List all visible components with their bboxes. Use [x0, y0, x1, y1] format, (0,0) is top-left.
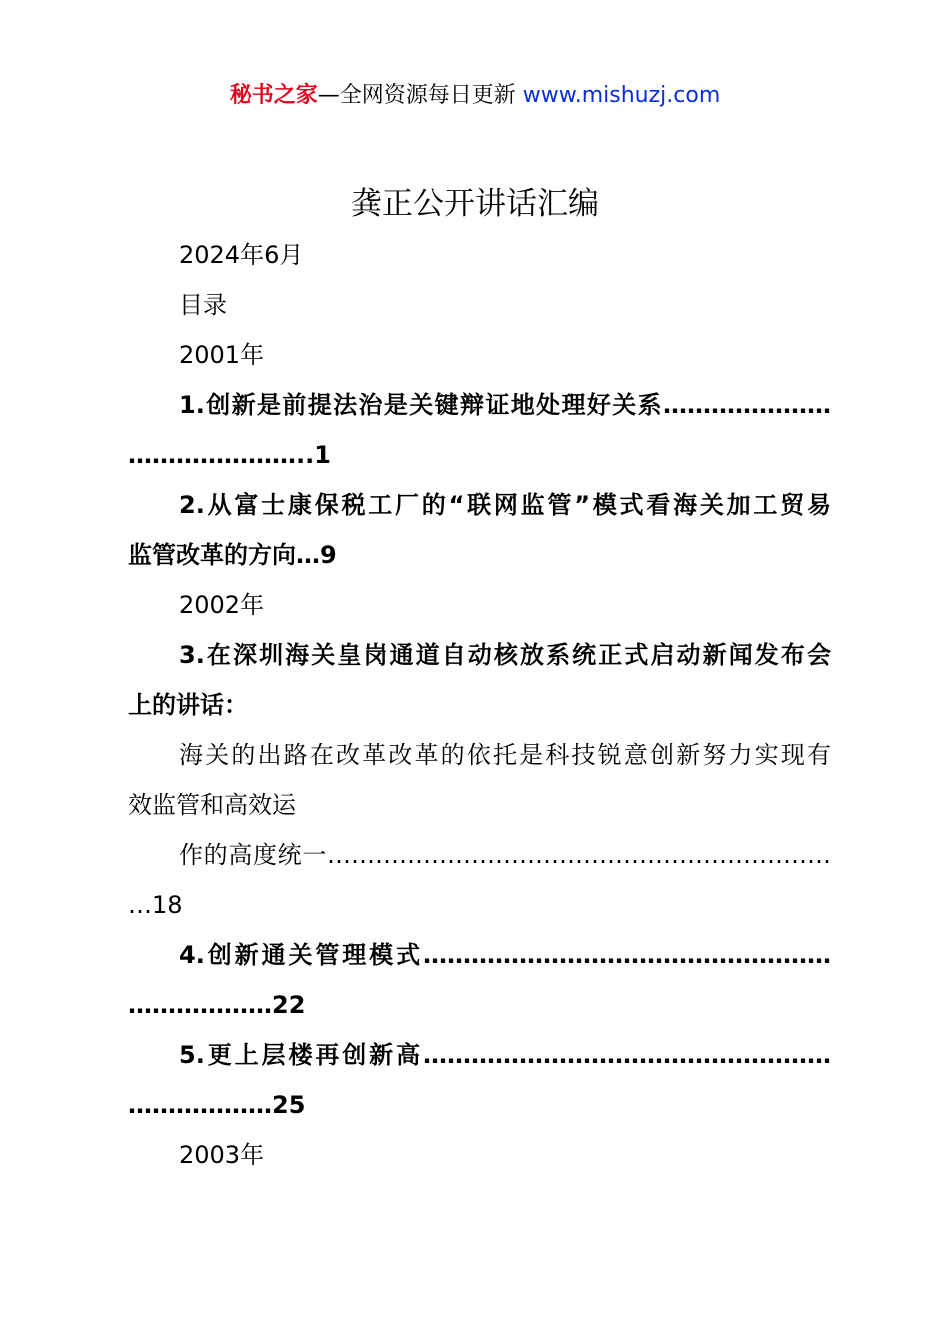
toc-entry-4-line-2[interactable]: ………………22: [128, 991, 306, 1019]
toc-entry-3-sub-line-3[interactable]: 作的高度统一………………………………………………………: [179, 841, 831, 869]
toc-heading: 目录: [179, 291, 227, 319]
document-date: 2024年6月: [179, 241, 304, 269]
toc-entry-1-line-1[interactable]: 1.创新是前提法治是关键辩证地处理好关系…………………: [179, 391, 831, 419]
toc-entry-3-sub-line-2[interactable]: 效监管和高效运: [128, 791, 296, 819]
toc-entry-5-line-1[interactable]: 5.更上层楼再创新高……………………………………………: [179, 1041, 831, 1069]
document-body: [128, 230, 831, 1180]
toc-entry-1-line-2[interactable]: …………………..1: [128, 441, 331, 469]
toc-entry-5-line-2[interactable]: ………………25: [128, 1091, 306, 1119]
brand-name: 秘书之家: [229, 83, 318, 108]
site-header: [0, 80, 950, 112]
toc-entry-3-sub-line-4[interactable]: …18: [128, 891, 183, 919]
toc-year-2001: 2001年: [179, 341, 265, 369]
toc-year-2003: 2003年: [179, 1141, 265, 1169]
toc-entry-2-line-1[interactable]: 2.从富士康保税工厂的“联网监管”模式看海关加工贸易: [179, 491, 831, 519]
toc-entry-3-sub-line-1[interactable]: 海关的出路在改革改革的依托是科技锐意创新努力实现有: [179, 741, 831, 769]
site-url-link[interactable]: www.mishuzj.com: [522, 83, 721, 108]
toc-entry-2-line-2[interactable]: 监管改革的方向…9: [128, 541, 337, 569]
document-title: 龚正公开讲话汇编: [351, 186, 599, 222]
toc-entry-3-line-1[interactable]: 3.在深圳海关皇岗通道自动核放系统正式启动新闻发布会: [179, 641, 831, 669]
header-tagline: —全网资源每日更新: [317, 83, 523, 108]
toc-year-2002: 2002年: [179, 591, 265, 619]
toc-entry-3-line-2[interactable]: 上的讲话：: [128, 691, 248, 719]
toc-entry-4-line-1[interactable]: 4.创新通关管理模式……………………………………………: [179, 941, 831, 969]
